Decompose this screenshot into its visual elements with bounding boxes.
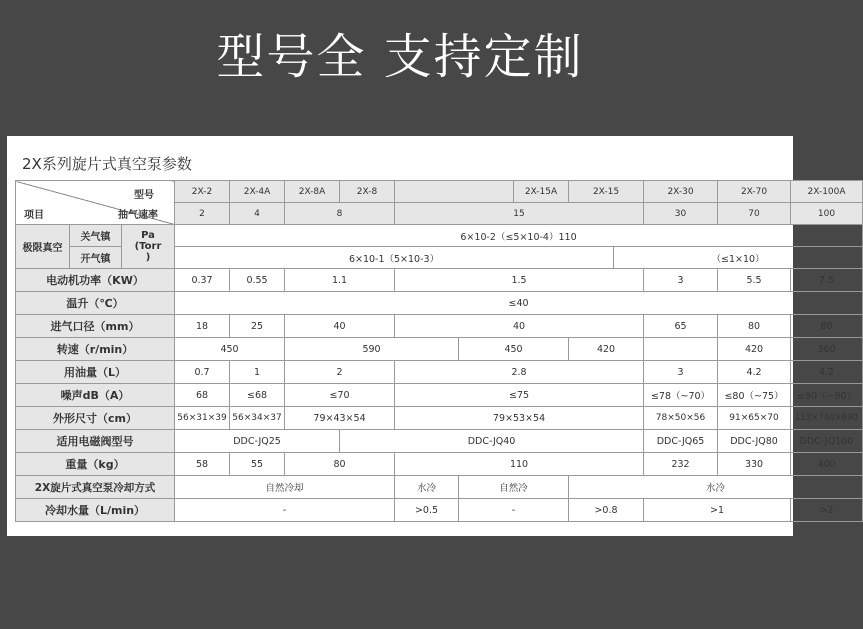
table-cell: 1.5 bbox=[395, 269, 644, 292]
model-header: 2X-15A bbox=[514, 181, 569, 203]
table-cell: 水冷 bbox=[569, 476, 863, 499]
item-label: 项目 bbox=[24, 210, 44, 221]
table-cell: ≤90（~80） bbox=[791, 384, 863, 407]
table-row bbox=[16, 361, 863, 384]
table-cell: >1 bbox=[644, 499, 791, 522]
table-cell: ≤80（~75） bbox=[718, 384, 791, 407]
speed-value: 30 bbox=[644, 203, 718, 225]
table-cell: 18 bbox=[175, 315, 230, 338]
row-label: 外形尺寸（cm） bbox=[16, 407, 175, 430]
table-cell: 91×65×70 bbox=[718, 407, 791, 430]
model-header: 2X-70 bbox=[718, 181, 791, 203]
table-cell: 78×50×56 bbox=[644, 407, 718, 430]
table-cell: ≤78（~70） bbox=[644, 384, 718, 407]
table-cell: 110 bbox=[395, 453, 644, 476]
table-cell: 3 bbox=[644, 269, 718, 292]
table-row bbox=[16, 499, 863, 522]
speed-value: 4 bbox=[230, 203, 285, 225]
row-label: 温升（℃） bbox=[16, 292, 175, 315]
table-cell: DDC-JQ80 bbox=[718, 430, 791, 453]
table-cell: 2.8 bbox=[395, 361, 644, 384]
table-cell: 80 bbox=[285, 453, 395, 476]
header-row-models bbox=[16, 181, 863, 203]
row-label: 2X旋片式真空泵冷却方式 bbox=[16, 476, 175, 499]
table-row bbox=[16, 269, 863, 292]
table-cell: 360 bbox=[791, 338, 863, 361]
table-cell: 1 bbox=[230, 361, 285, 384]
table-cell: 1.1 bbox=[285, 269, 395, 292]
table-cell: DDC-JQ25 bbox=[175, 430, 340, 453]
row-label: 噪声dB（A） bbox=[16, 384, 175, 407]
table-cell: 79×53×54 bbox=[395, 407, 644, 430]
ballast-closed-label: 关气镇 bbox=[70, 225, 122, 247]
table-cell: ≤75 bbox=[395, 384, 644, 407]
row-label: 用油量（L） bbox=[16, 361, 175, 384]
table-cell: 25 bbox=[230, 315, 285, 338]
table-cell: 330 bbox=[718, 453, 791, 476]
table-cell bbox=[644, 338, 718, 361]
unit-line-3: ) bbox=[145, 252, 151, 263]
speed-value: 2 bbox=[175, 203, 230, 225]
model-header: 2X-100A bbox=[791, 181, 863, 203]
header-corner-cell bbox=[16, 181, 175, 225]
table-cell: 80 bbox=[718, 315, 791, 338]
table-cell: >0.8 bbox=[569, 499, 644, 522]
table-cell: 113×740×690 bbox=[791, 407, 863, 430]
table-cell: 80 bbox=[791, 315, 863, 338]
row-label: 适用电磁阀型号 bbox=[16, 430, 175, 453]
table-cell: - bbox=[459, 499, 569, 522]
row-label: 重量（kg） bbox=[16, 453, 175, 476]
model-header: 2X-2 bbox=[175, 181, 230, 203]
table-cell: 58 bbox=[175, 453, 230, 476]
speed-value: 8 bbox=[285, 203, 395, 225]
table-row bbox=[16, 292, 863, 315]
table-row bbox=[16, 430, 863, 453]
table-row bbox=[16, 453, 863, 476]
table-cell: DDC-JQ100 bbox=[791, 430, 863, 453]
table-row bbox=[16, 476, 863, 499]
model-header: 2X-8 bbox=[340, 181, 395, 203]
table-cell: 420 bbox=[569, 338, 644, 361]
table-title: 2X系列旋片式真空泵参数 bbox=[22, 155, 192, 173]
table-cell: 4.2 bbox=[791, 361, 863, 384]
table-cell: 40 bbox=[395, 315, 644, 338]
speed-label: 抽气速率 bbox=[118, 210, 159, 221]
table-cell: 450 bbox=[175, 338, 285, 361]
model-label: 型号 bbox=[134, 190, 155, 201]
table-cell: 水冷 bbox=[395, 476, 459, 499]
table-cell: 5.5 bbox=[718, 269, 791, 292]
spec-table bbox=[15, 180, 863, 522]
open-vacuum-value: （≤1×10） bbox=[614, 247, 863, 269]
table-cell: 0.55 bbox=[230, 269, 285, 292]
table-cell: 自然冷 bbox=[459, 476, 569, 499]
row-label: 转速（r/min） bbox=[16, 338, 175, 361]
table-cell: ≤40 bbox=[175, 292, 863, 315]
table-row bbox=[16, 315, 863, 338]
table-cell: ≤70 bbox=[285, 384, 395, 407]
speed-value: 100 bbox=[791, 203, 863, 225]
row-label: 冷却水量（L/min） bbox=[16, 499, 175, 522]
table-cell: 3 bbox=[644, 361, 718, 384]
table-cell: 79×43×54 bbox=[285, 407, 395, 430]
open-vacuum-value: 6×10-1（5×10-3） bbox=[175, 247, 614, 269]
table-cell: DDC-JQ65 bbox=[644, 430, 718, 453]
table-cell: 0.37 bbox=[175, 269, 230, 292]
table-cell: 420 bbox=[718, 338, 791, 361]
table-cell: 55 bbox=[230, 453, 285, 476]
headline: 型号全 支持定制 bbox=[216, 29, 584, 85]
row-label: 进气口径（mm） bbox=[16, 315, 175, 338]
unit-line-2: (Torr bbox=[134, 241, 162, 252]
table-cell: 4.2 bbox=[718, 361, 791, 384]
table-cell: 56×34×37 bbox=[230, 407, 285, 430]
speed-value: 70 bbox=[718, 203, 791, 225]
table-cell: 7.5 bbox=[791, 269, 863, 292]
row-label: 电动机功率（KW） bbox=[16, 269, 175, 292]
table-cell: >0.5 bbox=[395, 499, 459, 522]
pressure-unit-label bbox=[122, 225, 175, 269]
table-cell: >2 bbox=[791, 499, 863, 522]
table-cell: 232 bbox=[644, 453, 718, 476]
table-cell: 40 bbox=[285, 315, 395, 338]
table-cell: 56×31×39 bbox=[175, 407, 230, 430]
table-cell: ≤68 bbox=[230, 384, 285, 407]
table-cell: 590 bbox=[285, 338, 459, 361]
model-header: 2X-4A bbox=[230, 181, 285, 203]
table-row bbox=[16, 407, 863, 430]
ballast-open-label: 开气镇 bbox=[70, 247, 122, 269]
model-header: 2X-8A bbox=[285, 181, 340, 203]
table-row bbox=[16, 338, 863, 361]
table-cell: - bbox=[175, 499, 395, 522]
table-row bbox=[16, 384, 863, 407]
closed-vacuum-value: 6×10-2（≤5×10-4）110 bbox=[175, 225, 863, 247]
speed-value: 15 bbox=[395, 203, 644, 225]
unit-line-1: Pa bbox=[141, 230, 155, 241]
model-header bbox=[395, 181, 514, 203]
table-cell: 0.7 bbox=[175, 361, 230, 384]
table-cell: DDC-JQ40 bbox=[340, 430, 644, 453]
table-cell: 2 bbox=[285, 361, 395, 384]
table-cell: 400 bbox=[791, 453, 863, 476]
table-cell: 65 bbox=[644, 315, 718, 338]
table-cell: 自然冷却 bbox=[175, 476, 395, 499]
ultimate-vacuum-label: 极限真空 bbox=[16, 225, 70, 269]
vacuum-row-closed bbox=[16, 225, 863, 247]
model-header: 2X-15 bbox=[569, 181, 644, 203]
table-cell: 68 bbox=[175, 384, 230, 407]
model-header: 2X-30 bbox=[644, 181, 718, 203]
table-cell: 450 bbox=[459, 338, 569, 361]
